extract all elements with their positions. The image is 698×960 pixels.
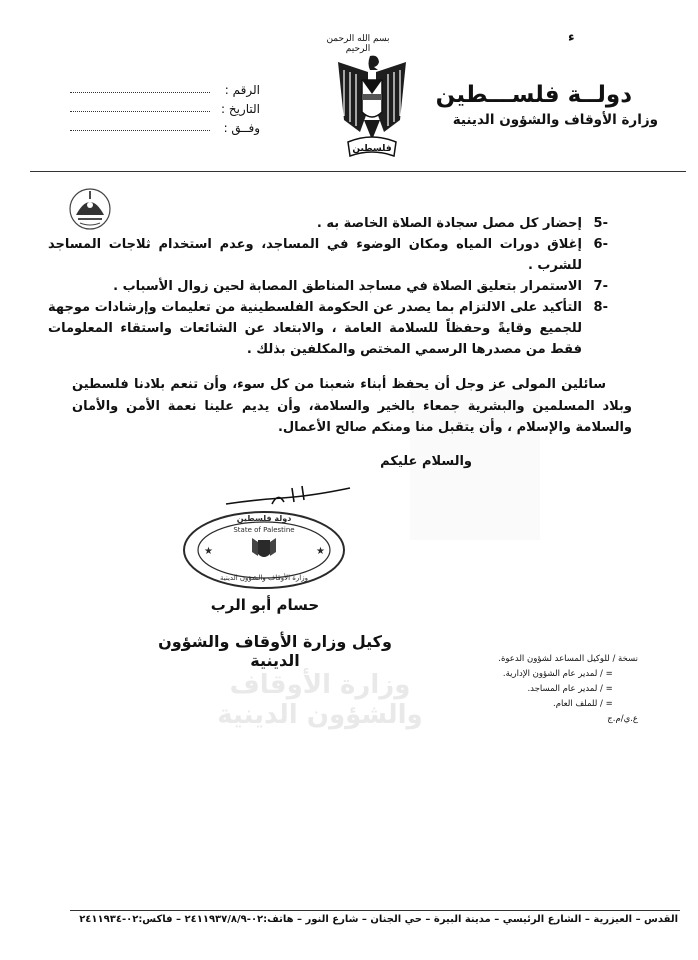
- copy-recipient: للوكيل المساعد لشؤون الدعوة.: [498, 654, 610, 664]
- signer-title: وكيل وزارة الأوقاف والشؤون الدينية: [158, 632, 392, 670]
- header-divider: [30, 171, 686, 172]
- footer-address: القدس – العيزرية – الشارع الرئيسي – مدينة البيرة – حي الجنان – شارع النور – هاتف:٠٢-٢٤١١٩٣٧/٨/٩ – فاكس:٠٢-٢٤١١٩٣٤: [79, 914, 678, 925]
- list-item: [48, 297, 608, 360]
- list-item: [430, 652, 638, 667]
- list-item: [48, 213, 608, 234]
- date-field: [70, 97, 260, 116]
- item-text: الاستمرار بتعليق الصلاة في مساجد المناطق المصابة لحين زوال الأسباب .: [113, 279, 582, 294]
- corner-mark: ء: [568, 30, 575, 45]
- copy-recipient: لمدير عام الشؤون الإدارية.: [502, 669, 598, 679]
- copy-recipient: للملف العام.: [553, 699, 598, 709]
- salutation: والسلام عليكم: [380, 454, 472, 469]
- item-number: -5: [593, 216, 608, 231]
- item-number: -7: [593, 279, 608, 294]
- basmala: بسم الله الرحمن الرحيم: [326, 34, 390, 54]
- list-item: [430, 712, 638, 727]
- official-seal: [182, 510, 346, 590]
- seal-arabic-bottom: وزارة الأوقاف والشؤون الدينية: [220, 574, 308, 582]
- copy-prefix: نسخة /: [612, 654, 638, 664]
- field-label: التاريخ :: [220, 102, 260, 116]
- list-item: [430, 667, 638, 682]
- seal-arabic-top: دولة فلسطين: [236, 514, 292, 523]
- svg-text:★: ★: [316, 546, 325, 557]
- dotted-line: [70, 129, 210, 131]
- list-item: [430, 682, 638, 697]
- item-text: التأكيد على الالتزام بما يصدر عن الحكومة الفلسطينية من تعليمات وإرشادات موجهة للجميع وقايةً وحفظاً للسلامة العامة ، والابتعاد عن الشائعات واستقاء المعلومات فقط من مصدرها الرسمي المختص والمكلفين بذلك .: [48, 300, 582, 357]
- copy-initials: ع.ي/م.ج: [607, 714, 638, 724]
- svg-text:★: ★: [204, 546, 213, 557]
- instruction-list: [48, 213, 608, 360]
- according-field: [70, 116, 260, 135]
- ministry-name: وزارة الأوقاف والشؤون الدينية: [452, 112, 658, 128]
- emblem-text: فلسطين: [352, 144, 392, 154]
- list-item: [430, 697, 638, 712]
- reference-fields: [70, 78, 260, 135]
- item-text: إغلاق دورات المياه ومكان الوضوء في المساجد، وعدم استخدام ثلاجات المساجد للشرب .: [48, 237, 582, 273]
- dotted-line: [70, 110, 210, 112]
- item-number: -8: [593, 300, 608, 315]
- state-name: دولــة فلســـطين: [435, 82, 632, 108]
- copy-prefix: = /: [600, 699, 613, 709]
- list-item: [48, 276, 608, 297]
- reference-number-field: [70, 78, 260, 97]
- copy-prefix: = /: [600, 669, 613, 679]
- item-number: -6: [593, 237, 608, 252]
- item-text: إحضار كل مصل سجادة الصلاة الخاصة به .: [316, 216, 582, 231]
- watermark-text: وزارة الأوقاف والشؤون الدينية: [217, 670, 423, 730]
- field-label: وفــق :: [223, 121, 260, 135]
- list-item: [48, 234, 608, 276]
- closing-paragraph: سائلين المولى عز وجل أن يحفظ أبناء شعبنا من كل سوء، وأن تنعم بلادنا فلسطين وبلاد المسلمين والبشرية جمعاء بالخير والسلامة، وأن يديم علينا نعمة الأمن والأمان والسلامة والإسلام ، وأن يتقبل منا ومنكم صالح الأعمال.: [72, 377, 632, 435]
- dotted-line: [70, 91, 210, 93]
- copy-recipient: لمدير عام المساجد.: [527, 684, 598, 694]
- footer-divider: [70, 910, 680, 911]
- handwritten-signature: [222, 482, 352, 508]
- copy-prefix: = /: [600, 684, 613, 694]
- signer-name: حسام أبو الرب: [210, 596, 320, 614]
- seal-english: State of Palestine: [233, 526, 295, 534]
- copies-list: [430, 652, 638, 727]
- eagle-emblem-icon: [334, 50, 410, 168]
- field-label: الرقم :: [224, 83, 260, 97]
